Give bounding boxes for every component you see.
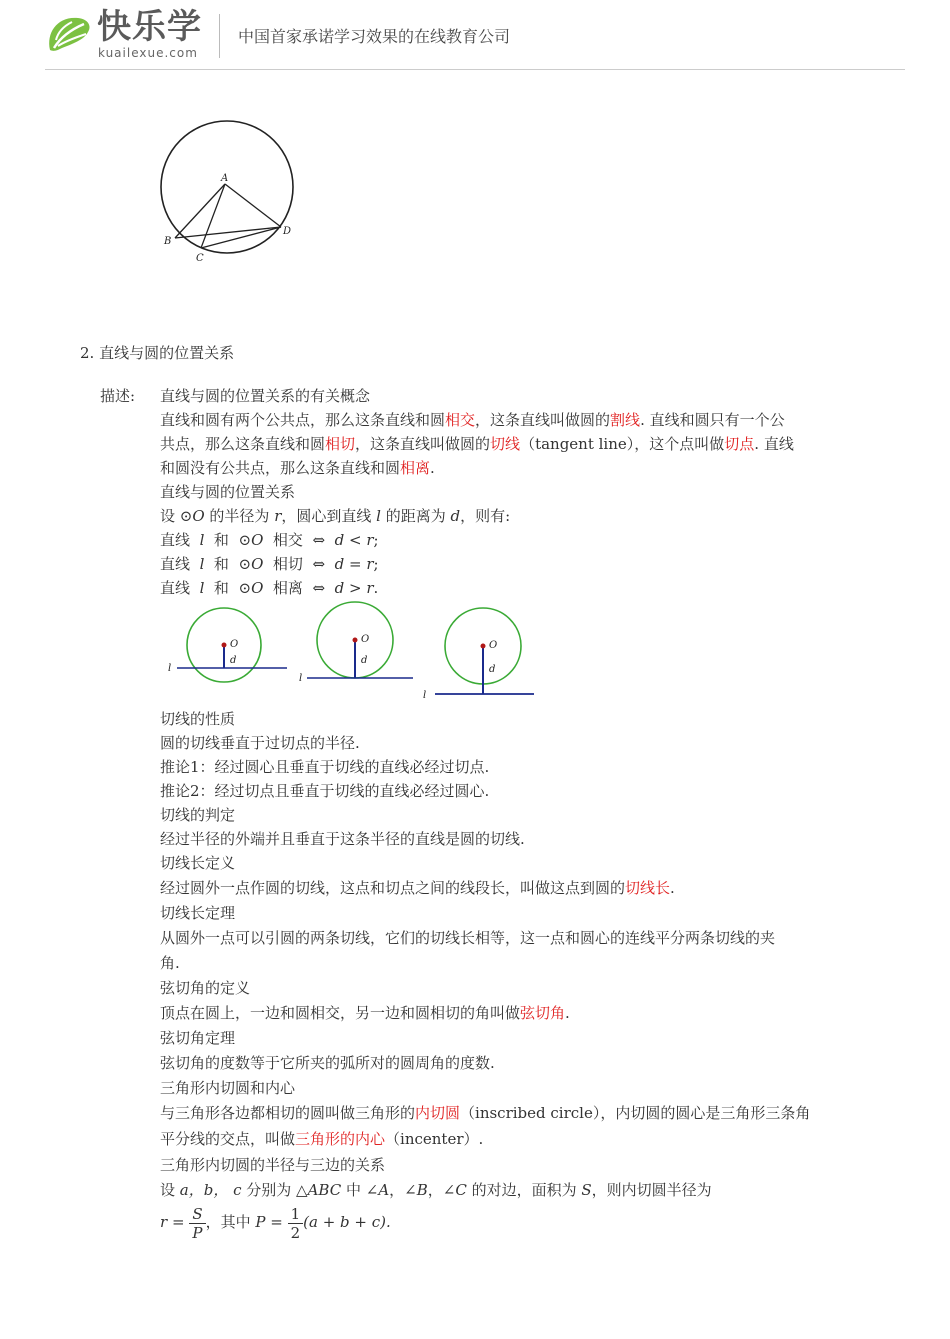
svg-text:d: d	[489, 664, 496, 675]
term-tangent-line: 切线	[490, 435, 521, 453]
concept-line-3: 和圆没有公共点，那么这条直线和圆相离.	[160, 459, 435, 477]
relation-intro: 设 ⊙O 的半径为 r，圆心到直线 l 的距离为 d，则有:	[160, 507, 511, 525]
tangent-prop-1: 圆的切线垂直于过切点的半径.	[160, 734, 360, 752]
relation-tangent: 直线 l 和 ⊙O 相切 ⇔ d = r;	[160, 555, 379, 573]
tangent-judge-heading: 切线的判定	[160, 806, 236, 824]
tangent-len-def-heading: 切线长定义	[160, 854, 236, 872]
term-chord-tangent-angle: 弦切角	[520, 1004, 566, 1022]
segment-ad	[225, 184, 281, 227]
chord-tan-thm-heading: 弦切角定理	[160, 1029, 236, 1047]
tangent-judge-1: 经过半径的外端并且垂直于这条半径的直线是圆的切线.	[160, 830, 525, 848]
segment-ac	[201, 184, 225, 248]
svg-text:l: l	[168, 663, 172, 674]
inradius-heading: 三角形内切圆的半径与三边的关系	[160, 1156, 386, 1174]
brand-name: 快乐学	[97, 7, 202, 47]
svg-text:l: l	[299, 673, 303, 684]
svg-text:l: l	[423, 690, 427, 701]
desc-label: 描述:	[100, 387, 136, 405]
circle-abcd-figure	[155, 117, 305, 267]
incircle-heading: 三角形内切圆和内心	[160, 1079, 296, 1097]
term-incenter: 三角形的内心	[295, 1130, 386, 1148]
inradius-formula: r = $\frac{S}{P}$ ，其中 P = $\frac{1}{2}$ (a + b + c).	[160, 1204, 391, 1242]
label-d: D	[283, 226, 292, 237]
tangent-len-thm-2: 角.	[160, 954, 180, 972]
fraction-s-over-p: $\frac{S}{P}$	[189, 1205, 205, 1242]
figure-tangent	[295, 600, 420, 690]
concept-heading: 直线与圆的位置关系的有关概念	[160, 387, 371, 405]
chord-tan-def-1: 顶点在圆上，一边和圆相交，另一边和圆相切的角叫做弦切角.	[160, 1004, 570, 1022]
label-c: C	[196, 253, 204, 264]
relation-heading: 直线与圆的位置关系	[160, 483, 296, 501]
section-title: 2. 直线与圆的位置关系	[80, 344, 235, 362]
svg-text:O: O	[230, 639, 239, 650]
tangent-prop-heading: 切线的性质	[160, 710, 236, 728]
tangent-len-thm-1: 从圆外一点可以引圆的两条切线，它们的切线长相等，这一点和圆心的连线平分两条切线的夹	[160, 929, 776, 947]
term-tangent-point: 切点	[724, 435, 755, 453]
term-intersect: 相交	[445, 411, 476, 429]
chord-tan-thm-1: 弦切角的度数等于它所夹的弧所对的圆周角的度数.	[160, 1054, 495, 1072]
concept-line-2: 共点，那么这条直线和圆相切，这条直线叫做圆的切线（tangent line），这个点叫做切点. 直线	[160, 435, 794, 453]
fraction-one-half: $\frac{1}{2}$	[288, 1205, 304, 1242]
term-tangent-length: 切线长	[625, 879, 671, 897]
term-tangent: 相切	[325, 435, 356, 453]
header-divider	[219, 14, 220, 58]
chord-tan-def-heading: 弦切角的定义	[160, 979, 251, 997]
brand-domain: kuailexue.com	[98, 46, 198, 60]
segment-ab	[175, 184, 225, 238]
page-header	[0, 0, 950, 72]
header-rule	[45, 69, 905, 70]
concept-line-1: 直线和圆有两个公共点，那么这条直线和圆相交，这条直线叫做圆的割线. 直线和圆只有一个公	[160, 411, 785, 429]
svg-text:O: O	[489, 640, 498, 651]
header-slogan: 中国首家承诺学习效果的在线教育公司	[238, 27, 511, 46]
relation-separate: 直线 l 和 ⊙O 相离 ⇔ d > r.	[160, 579, 379, 597]
svg-text:d: d	[361, 655, 368, 666]
tangent-prop-2: 推论1：经过圆心且垂直于切线的直线必经过切点.	[160, 758, 490, 776]
incircle-2: 平分线的交点，叫做三角形的内心（incenter）.	[160, 1130, 484, 1148]
inradius-1: 设 a，b， c 分别为 △ABC 中 ∠A，∠B，∠C 的对边，面积为 S，则内切圆半径为	[160, 1181, 712, 1199]
term-separate: 相离	[400, 459, 431, 477]
logo-icon	[44, 10, 94, 60]
relation-intersect: 直线 l 和 ⊙O 相交 ⇔ d < r;	[160, 531, 379, 549]
svg-text:d: d	[230, 655, 237, 666]
tangent-len-def-1: 经过圆外一点作圆的切线，这点和切点之间的线段长，叫做这点到圆的切线长.	[160, 879, 675, 897]
term-incircle: 内切圆	[415, 1104, 461, 1122]
figure-separate	[420, 602, 540, 702]
label-a: A	[221, 173, 229, 184]
tangent-prop-3: 推论2：经过切点且垂直于切线的直线必经过圆心.	[160, 782, 490, 800]
incircle-1: 与三角形各边都相切的圆叫做三角形的内切圆（inscribed circle），内切圆的圆心是三角形三条角	[160, 1104, 811, 1122]
svg-text:O: O	[361, 634, 370, 645]
tangent-len-thm-heading: 切线长定理	[160, 904, 236, 922]
figure-intersect	[165, 605, 290, 690]
term-secant: 割线	[610, 411, 641, 429]
segment-bd	[175, 227, 281, 238]
label-b: B	[164, 236, 172, 247]
